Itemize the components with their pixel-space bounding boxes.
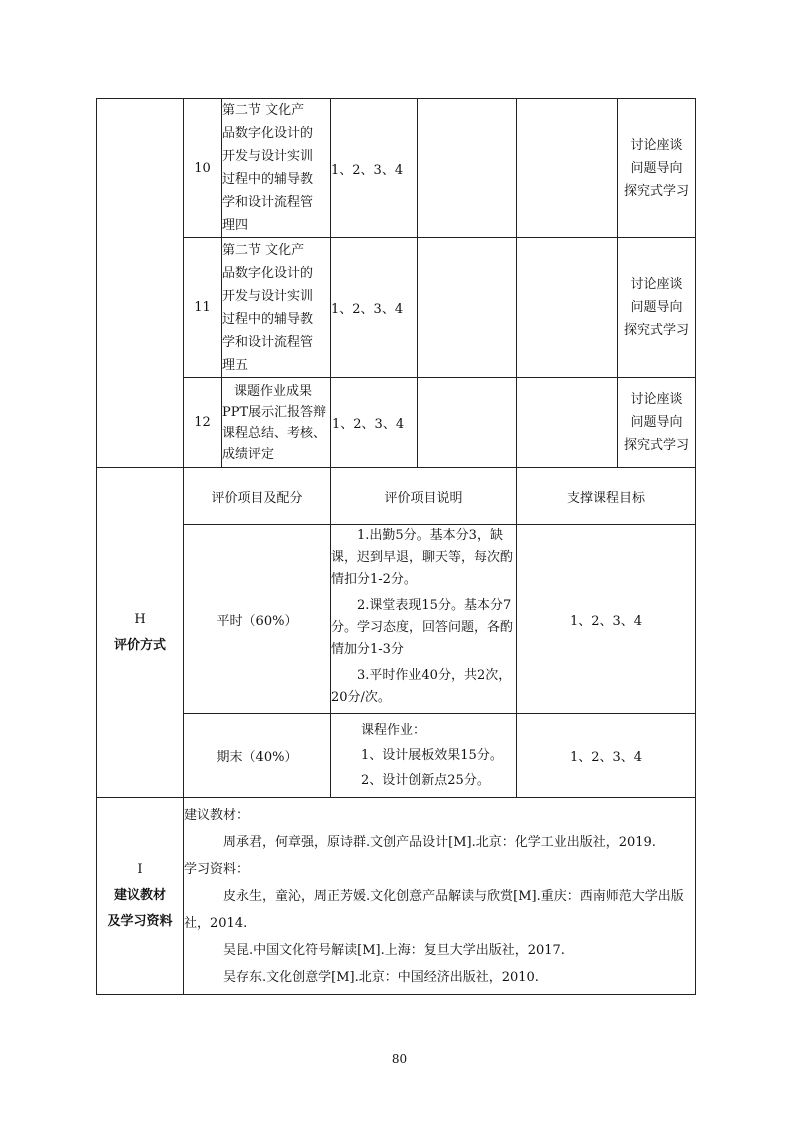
- method-line: 讨论座谈: [630, 137, 683, 153]
- course-table: [96, 98, 696, 995]
- evaluation-item-description: [331, 714, 517, 798]
- textbook-entry: 周承君，何章强，原诗群.文创产品设计[M].北京：化学工业出版社，2019.: [223, 834, 656, 850]
- materials-section-label: [97, 798, 184, 995]
- row-number: 12: [184, 378, 222, 468]
- reference-entry: 皮永生，童沁，周正芳媛.文化创意产品解读与欣赏[M].重庆：西南师范大学出版社，2014.: [184, 888, 684, 931]
- materials-content: [184, 798, 696, 995]
- row-number: 10: [184, 99, 222, 238]
- evaluation-section-label: [97, 468, 184, 798]
- method-line: 问题导向: [630, 415, 683, 430]
- topic-line: 品数字化设计的: [222, 265, 314, 281]
- empty-cell: [418, 99, 517, 238]
- reference-entry: 吴存东.文化创意学[M].北京：中国经济出版社，2010.: [223, 969, 539, 985]
- schedule-row: [97, 238, 696, 378]
- schedule-row: [97, 99, 696, 238]
- empty-cell: [418, 378, 517, 468]
- topic-line: 第二节 文化产: [222, 103, 305, 118]
- row-topic: [222, 378, 331, 468]
- topic-line: 成绩评定: [222, 446, 275, 462]
- schedule-row: [97, 378, 696, 468]
- empty-cell: [418, 238, 517, 378]
- topic-line: 学和设计流程管: [222, 334, 314, 350]
- row-number: 11: [184, 238, 222, 378]
- section-title: 建议教材: [113, 888, 166, 903]
- section-code: I: [137, 862, 143, 877]
- reference-label: 学习资料：: [184, 861, 250, 877]
- column-header: 评价项目及配分: [184, 468, 331, 525]
- method-line: 问题导向: [630, 300, 683, 315]
- method-line: 讨论座谈: [630, 277, 683, 292]
- section-title: 及学习资料: [107, 914, 173, 929]
- description-line: 课程作业：: [361, 723, 427, 738]
- empty-cell: [517, 378, 618, 468]
- method-line: 讨论座谈: [630, 392, 683, 407]
- description-line: 2、设计创新点25分。: [361, 773, 490, 788]
- empty-cell: [517, 99, 618, 238]
- description-line: 2.课堂表现15分。基本分7分。学习态度，回答问题，各酌情加分1-3分: [331, 598, 514, 657]
- description-line: 1、设计展板效果15分。: [361, 748, 503, 763]
- row-topic: [222, 99, 331, 238]
- section-title: 评价方式: [113, 637, 166, 653]
- page-number: 80: [391, 1052, 408, 1066]
- topic-line: 学和设计流程管: [222, 195, 314, 210]
- materials-row: [97, 798, 696, 995]
- method-line: 探究式学习: [623, 323, 689, 338]
- topic-line: 过程中的辅导教: [222, 172, 314, 187]
- section-code: H: [134, 611, 146, 627]
- evaluation-item-objectives: 1、2、3、4: [517, 525, 696, 714]
- evaluation-item-label: 平时（60%）: [184, 525, 331, 714]
- row-objectives: 1、2、3、4: [331, 99, 418, 238]
- row-objectives: 1、2、3、4: [331, 238, 418, 378]
- row-objectives: 1、2、3、4: [331, 378, 418, 468]
- row-method: [618, 378, 696, 468]
- topic-line: 第二节 文化产: [222, 242, 305, 258]
- evaluation-row-final: [97, 714, 696, 798]
- method-line: 探究式学习: [623, 183, 689, 199]
- evaluation-row-regular: [97, 525, 696, 714]
- method-line: 问题导向: [630, 160, 683, 176]
- reference-entry: 吴昆.中国文化符号解读[M].上海：复旦大学出版社，2017.: [223, 942, 565, 958]
- description-line: 3.平时作业40分，共2次，20分/次。: [331, 668, 512, 705]
- topic-line: 品数字化设计的: [222, 126, 314, 141]
- topic-line: PPT展示汇报答辩: [222, 404, 327, 420]
- topic-line: 理五: [222, 357, 249, 373]
- evaluation-item-label: 期末（40%）: [184, 714, 331, 798]
- topic-line: 开发与设计实训: [222, 288, 314, 304]
- row-method: [618, 99, 696, 238]
- topic-line: 课题作业成果: [234, 383, 313, 399]
- section-blank-cell: [97, 99, 184, 468]
- topic-line: 开发与设计实训: [222, 149, 314, 164]
- textbook-label: 建议教材：: [184, 807, 250, 823]
- empty-cell: [517, 238, 618, 378]
- description-line: 1.出勤5分。基本分3，缺课，迟到早退，聊天等，每次酌情扣分1-2分。: [331, 528, 514, 587]
- column-header: 评价项目说明: [331, 468, 517, 525]
- column-header: 支撑课程目标: [517, 468, 696, 525]
- evaluation-item-description: [331, 525, 517, 714]
- topic-line: 理四: [222, 218, 249, 233]
- row-method: [618, 238, 696, 378]
- method-line: 探究式学习: [623, 438, 689, 453]
- topic-line: 课程总结、考核、: [222, 425, 327, 441]
- evaluation-item-objectives: 1、2、3、4: [517, 714, 696, 798]
- row-topic: [222, 238, 331, 378]
- evaluation-header-row: [97, 468, 696, 525]
- topic-line: 过程中的辅导教: [222, 311, 314, 327]
